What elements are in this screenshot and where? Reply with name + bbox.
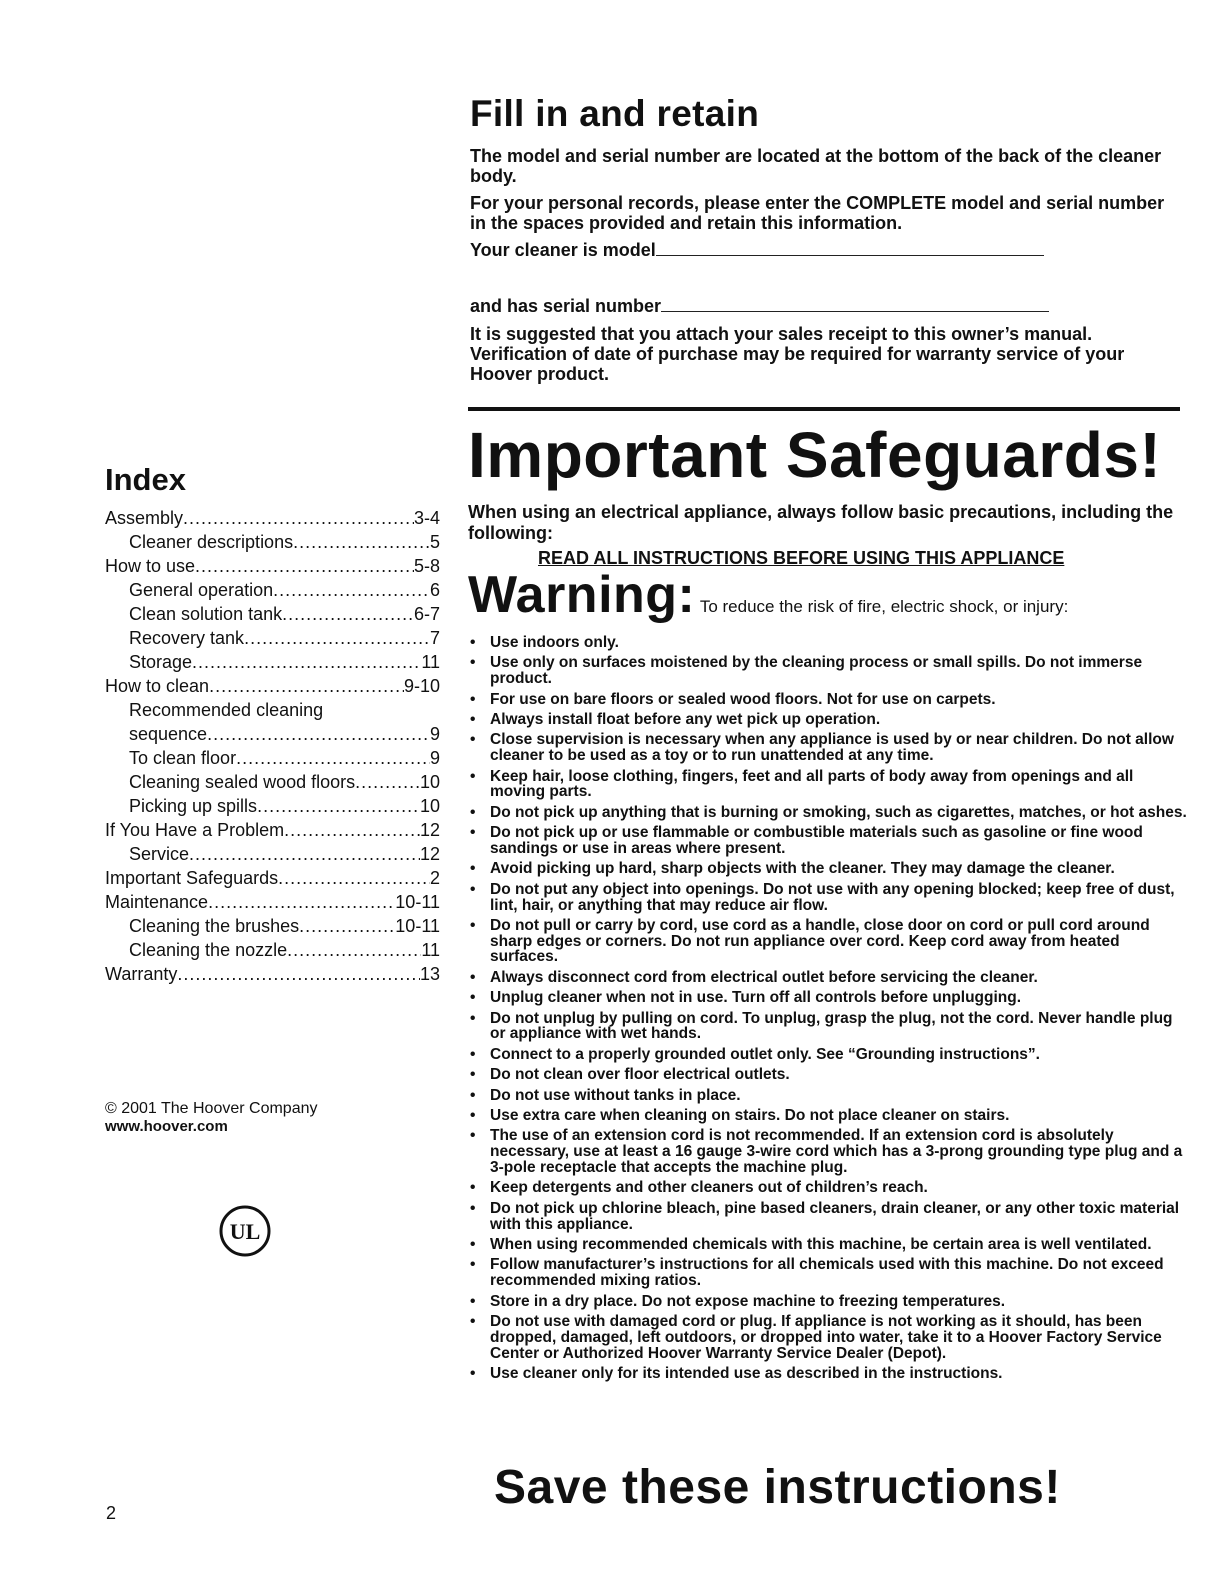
index-leader-dots [207, 722, 430, 746]
index-entry-page: 12 [419, 844, 440, 864]
index-entry [105, 818, 440, 842]
safeguard-rule: • When using recommended chemicals with this machine, be certain area is well ventilated. [468, 1237, 1188, 1253]
index-entry-page: 11 [421, 940, 440, 960]
index-entry-label: If You Have a Problem [105, 820, 285, 840]
index-leader-dots [209, 674, 404, 698]
safeguard-rule: • For use on bare floors or sealed wood floors. Not for use on carpets. [468, 692, 1188, 708]
index-entry-label: Cleaning the brushes [129, 916, 300, 936]
warning-heading [468, 566, 1188, 633]
index-leader-dots [299, 914, 395, 938]
index-leader-dots [208, 890, 395, 914]
page-number: 2 [106, 1503, 117, 1523]
index-leader-dots [192, 650, 421, 674]
index-entry [105, 698, 440, 722]
safeguard-rule: • Do not pick up anything that is burning or smoking, such as cigarettes, matches, or hot ashes. [468, 805, 1188, 821]
index-entry-page: 10 [419, 772, 440, 792]
index-entry-page: 12 [419, 820, 440, 840]
index-entry [105, 914, 440, 938]
index-entry-page: 10-11 [395, 916, 440, 936]
index-entry [105, 506, 440, 530]
index-entry-label: Service [129, 844, 190, 864]
serial-label: and has serial number [470, 296, 662, 316]
index-entry-page: 9 [429, 724, 440, 744]
index-entry [105, 746, 440, 770]
safeguard-rule: • Unplug cleaner when not in use. Turn off all controls before unplugging. [468, 990, 1188, 1006]
safeguard-rule: • Do not pick up chlorine bleach, pine based cleaners, drain cleaner, or any other toxic material with this appliance. [468, 1201, 1188, 1233]
safeguard-rule: • Do not use without tanks in place. [468, 1088, 1188, 1104]
index-entry-label: Cleaning sealed wood floors [129, 772, 356, 792]
index-leader-dots [183, 506, 414, 530]
index-entry-label: Recommended cleaning [129, 700, 324, 720]
index-entry-page: 2 [429, 868, 440, 888]
index-entry-page: 9-10 [403, 676, 440, 696]
safeguard-rule: • Always install float before any wet pick up operation. [468, 712, 1188, 728]
index-entry-page: 9 [429, 748, 440, 768]
safeguard-rule: • The use of an extension cord is not recommended. If an extension cord is absolutely necessary, use at least a 16 gauge 3-wire cord which has a 3-prong grounding type plug and a 3-pole receptacle that accepts the machine plug. [468, 1128, 1188, 1175]
index-entry-label: Important Safeguards [105, 868, 279, 888]
index-leader-dots [189, 842, 420, 866]
index-entry-page: 10 [419, 796, 440, 816]
safeguard-rule: • Do not pick up or use flammable or combustible materials such as gasoline or fine wood sandings or use in areas where present. [468, 825, 1188, 857]
fill-in-paragraph-1: The model and serial number are located at the bottom of the back of the cleaner body. [470, 146, 1162, 186]
index-entry-label: Assembly [105, 508, 184, 528]
index-leader-dots [282, 602, 414, 626]
index-leader-dots [257, 794, 420, 818]
index-entry-label: General operation [129, 580, 274, 600]
index-entry-page: 10-11 [395, 892, 440, 912]
safeguard-rule: • Always disconnect cord from electrical outlet before servicing the cleaner. [468, 970, 1188, 986]
safeguard-rule: • Close supervision is necessary when any appliance is used by or near children. Do not allow cleaner to be used as a toy or to run unattended at any time. [468, 732, 1188, 764]
index-entry [105, 530, 440, 554]
ul-mark-text: UL [229, 1219, 261, 1244]
index-entry-label: sequence [129, 724, 208, 744]
index-entry [105, 650, 440, 674]
index-entry-page: 7 [429, 628, 440, 648]
warning-text: To reduce the risk of fire, electric shock, or injury: [699, 597, 1069, 616]
index-entry [105, 842, 440, 866]
index-leader-dots [287, 938, 421, 962]
index-entry-label: How to use [105, 556, 196, 576]
safeguard-rule: • Do not clean over floor electrical outlets. [468, 1067, 1188, 1083]
safeguards-section [468, 418, 1188, 1386]
read-all-instructions: READ ALL INSTRUCTIONS BEFORE USING THIS APPLIANCE [538, 548, 1065, 568]
safeguards-intro: When using an electrical appliance, always follow basic precautions, including the following: [468, 502, 1174, 543]
index-entry-label: Cleaner descriptions [129, 532, 294, 552]
index-entry [105, 794, 440, 818]
index-entry-label: Picking up spills [129, 796, 258, 816]
website-link[interactable]: www.hoover.com [105, 1118, 228, 1135]
index-entry-page: 3-4 [413, 508, 440, 528]
section-divider [468, 407, 1180, 411]
index-leader-dots [278, 866, 430, 890]
index-entry-label: Maintenance [105, 892, 209, 912]
index-entry-label: Cleaning the nozzle [129, 940, 288, 960]
index-leader-dots [293, 530, 430, 554]
serial-row [470, 296, 1180, 316]
index-entry [105, 722, 440, 746]
safeguard-rule: • Do not unplug by pulling on cord. To unplug, grasp the plug, not the cord. Never handle plug or appliance with wet hands. [468, 1011, 1188, 1043]
index-entry [105, 962, 440, 986]
index-entry [105, 938, 440, 962]
safeguard-rules-list [468, 635, 1188, 1382]
serial-blank-line[interactable] [661, 297, 1049, 312]
safeguard-rule: • Store in a dry place. Do not expose machine to freezing temperatures. [468, 1294, 1188, 1310]
index-leader-dots [273, 578, 430, 602]
save-instructions-heading: Save these instructions! [494, 1461, 1061, 1514]
index-entry-label: To clean floor [129, 748, 237, 768]
index-entry [105, 626, 440, 650]
safeguard-rule: • Keep hair, loose clothing, fingers, feet and all parts of body away from openings and all moving parts. [468, 769, 1188, 801]
index-leader-dots [244, 626, 430, 650]
safeguard-rule: • Connect to a properly grounded outlet only. See “Grounding instructions”. [468, 1047, 1188, 1063]
safeguard-rule: • Use indoors only. [468, 635, 1188, 651]
index-entry-label: Warranty [105, 964, 178, 984]
safeguards-title: Important Safeguards! [468, 419, 1162, 491]
index-leader-dots [355, 770, 420, 794]
fill-in-paragraph-3: It is suggested that you attach your sales receipt to this owner’s manual. Verification of date of purchase may be required for warranty service of your Hoover product. [470, 324, 1125, 384]
index-leader-dots [236, 746, 430, 770]
fill-in-section [470, 92, 1180, 391]
index-section [105, 462, 440, 986]
index-entry-page: 13 [419, 964, 440, 984]
index-entry-label: Recovery tank [129, 628, 245, 648]
copyright-block [105, 1100, 318, 1136]
index-entry [105, 602, 440, 626]
index-leader-dots [195, 554, 414, 578]
index-entry [105, 674, 440, 698]
index-entry [105, 866, 440, 890]
index-entry-page: 11 [421, 652, 440, 672]
index-entry [105, 890, 440, 914]
fill-in-paragraph-2: For your personal records, please enter the COMPLETE model and serial number in the spaces provided and retain this information. [470, 193, 1165, 233]
index-entry [105, 578, 440, 602]
safeguard-rule: • Follow manufacturer’s instructions for all chemicals used with this machine. Do not exceed recommended mixing ratios. [468, 1257, 1188, 1289]
index-entry-label: Clean solution tank [129, 604, 283, 624]
safeguard-rule: • Use extra care when cleaning on stairs. Do not place cleaner on stairs. [468, 1108, 1188, 1124]
index-title: Index [105, 462, 186, 497]
index-entry-label: How to clean [105, 676, 210, 696]
index-entry-page: 6-7 [413, 604, 440, 624]
index-leader-dots [284, 818, 420, 842]
index-entry-page: 5-8 [413, 556, 440, 576]
warning-word: Warning: [468, 566, 696, 624]
safeguard-rule: • Use only on surfaces moistened by the cleaning process or small spills. Do not immerse product. [468, 655, 1188, 687]
index-entry-label: Storage [129, 652, 193, 672]
index-entry-page: 5 [429, 532, 440, 552]
index-entry-page: 6 [429, 580, 440, 600]
model-label: Your cleaner is model [470, 240, 656, 260]
fill-in-title: Fill in and retain [470, 93, 760, 134]
safeguard-rule: • Keep detergents and other cleaners out of children’s reach. [468, 1180, 1188, 1196]
safeguard-rule: • Do not use with damaged cord or plug. If appliance is not working as it should, has been dropped, damaged, left outdoors, or dropped into water, take it to a Hoover Factory Service Center or Authorized Hoover Warranty Service Dealer (Depot). [468, 1314, 1188, 1361]
index-entry [105, 770, 440, 794]
index-entry [105, 554, 440, 578]
ul-listed-logo [218, 1204, 272, 1258]
safeguard-rule: • Do not pull or carry by cord, use cord as a handle, close door on cord or pull cord around sharp edges or corners. Do not run appliance over cord. Keep cord away from heated surfaces. [468, 918, 1188, 965]
safeguard-rule: • Avoid picking up hard, sharp objects with the cleaner. They may damage the cleaner. [468, 861, 1188, 877]
index-list [105, 506, 440, 986]
copyright-line: © 2001 The Hoover Company [105, 1100, 318, 1117]
model-blank-line[interactable] [656, 241, 1044, 256]
model-row [470, 240, 1180, 260]
index-leader-dots [177, 962, 420, 986]
safeguard-rule: • Do not put any object into openings. Do not use with any opening blocked; keep free of dust, lint, hair, or anything that may reduce air flow. [468, 882, 1188, 914]
safeguard-rule: • Use cleaner only for its intended use as described in the instructions. [468, 1366, 1188, 1382]
